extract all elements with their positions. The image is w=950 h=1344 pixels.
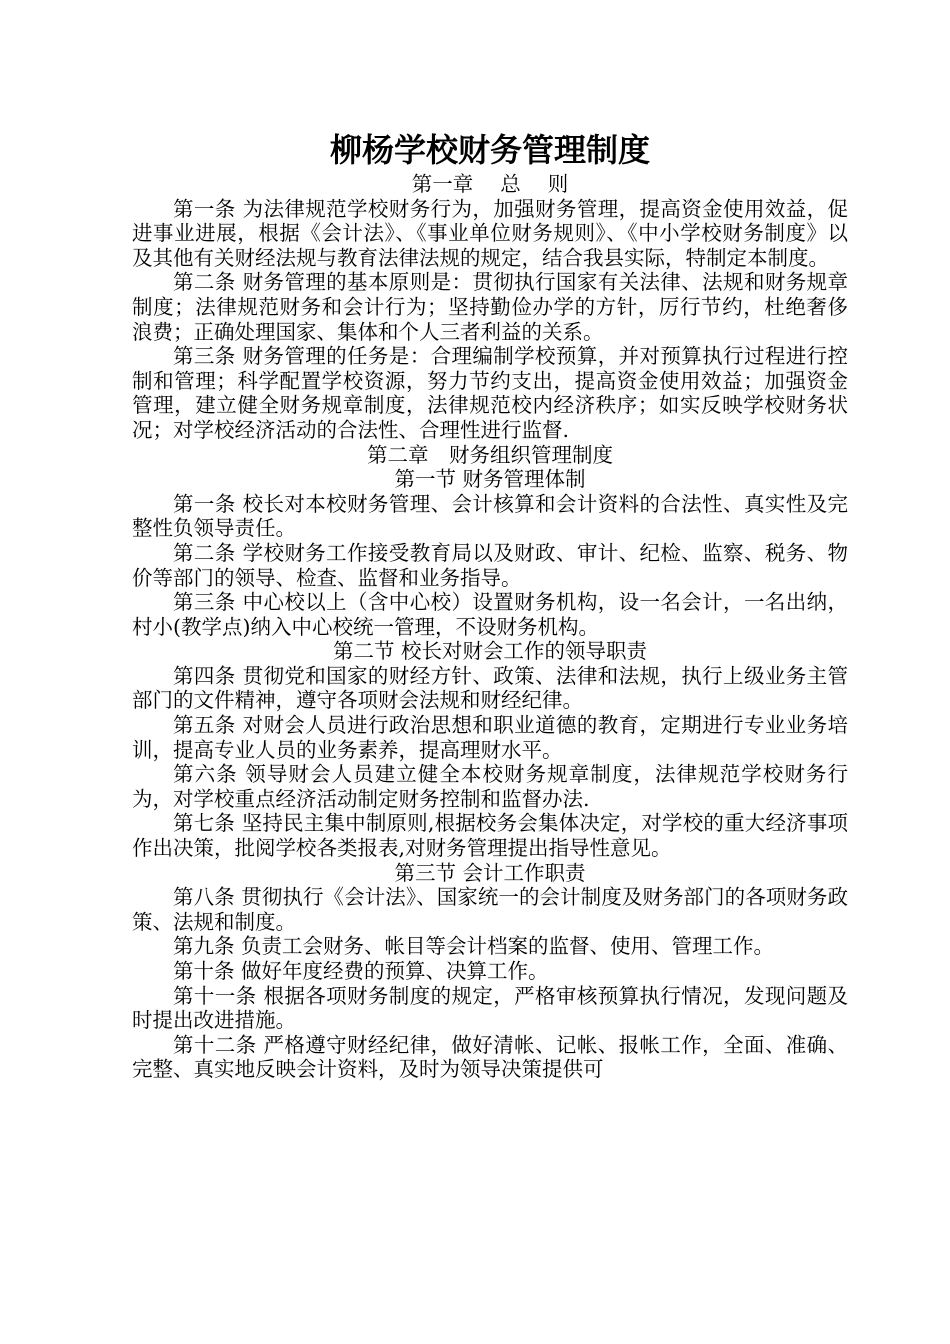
section-heading: 第一节 财务管理体制 — [394, 467, 586, 492]
paragraph: 第十二条 严格遵守财经纪律，做好清帐、记帐、报帐工作，全面、准确、完整、真实地反映会计资料，及时为领导决策提供可 — [132, 1032, 848, 1082]
paragraph: 第四条 贯彻党和国家的财经方针、政策、法律和法规，执行上级业务主管部门的文件精神，遵守各项财会法规和财经纪律。 — [132, 663, 848, 713]
section-heading: 第二节 校长对财会工作的领导职责 — [332, 639, 647, 664]
chapter-heading: 第一章 总 则 — [411, 172, 569, 196]
paragraph: 第七条 坚持民主集中制原则,根据校务会集体决定，对学校的重大经济事项作出决策，批阅学校各类报表,对财务管理提出指导性意见。 — [132, 811, 848, 861]
paragraph: 第八条 贯彻执行《会计法》、国家统一的会计制度及财务部门的各项财务政策、法规和制度。 — [132, 885, 848, 934]
chapter-heading: 第二章 财务组织管理制度 — [367, 442, 613, 467]
paragraph: 第一条 为法律规范学校财务行为，加强财务管理，提高资金使用效益，促进事业进展，根据《会计法》、《事业单位财务规则》、《中小学校财务制度》以及其他有关财经法规与教育法律法规的规定，结合我县实际，特制定本制度。 — [132, 196, 848, 270]
paragraph: 第二条 学校财务工作接受教育局以及财政、审计、纪检、监察、税务、物价等部门的领导、检查、监督和业务指导。 — [132, 540, 848, 590]
paragraph: 第三条 财务管理的任务是：合理编制学校预算，并对预算执行过程进行控制和管理；科学配置学校资源，努力节约支出，提高资金使用效益；加强资金管理，建立健全财务规章制度，法律规范校内经济秩序；如实反映学校财务状况；对学校经济活动的合法性、合理性进行监督. — [132, 344, 848, 442]
section-heading: 第三节 会计工作职责 — [394, 860, 586, 885]
paragraph: 第九条 负责工会财务、帐目等会计档案的监督、使用、管理工作。 — [173, 934, 775, 959]
document-title: 柳杨学校财务管理制度 — [329, 131, 650, 169]
paragraph: 第一条 校长对本校财务管理、会计核算和会计资料的合法性、真实性及完整性负领导责任。 — [132, 491, 848, 541]
document-page — [132, 128, 848, 1082]
paragraph: 第六条 领导财会人员建立健全本校财务规章制度，法律规范学校财务行为，对学校重点经济活动制定财务控制和监督办法. — [132, 762, 848, 811]
paragraph: 第十条 做好年度经费的预算、决算工作。 — [173, 959, 549, 983]
paragraph: 第五条 对财会人员进行政治思想和职业道德的教育，定期进行专业业务培训，提高专业人员的业务素养，提高理财水平。 — [132, 713, 848, 762]
paragraph: 第十一条 根据各项财务制度的规定，严格审核预算执行情况，发现问题及时提出改进措施。 — [132, 983, 848, 1033]
paragraph: 第二条 财务管理的基本原则是：贯彻执行国家有关法律、法规和财务规章制度；法律规范财务和会计行为；坚持勤俭办学的方针，厉行节约，杜绝奢侈浪费；正确处理国家、集体和个人三者利益的关系。 — [132, 270, 848, 344]
paragraph: 第三条 中心校以上（含中心校）设置财务机构，设一名会计，一名出纳，村小(教学点)纳入中心校统一管理，不设财务机构。 — [132, 590, 848, 639]
